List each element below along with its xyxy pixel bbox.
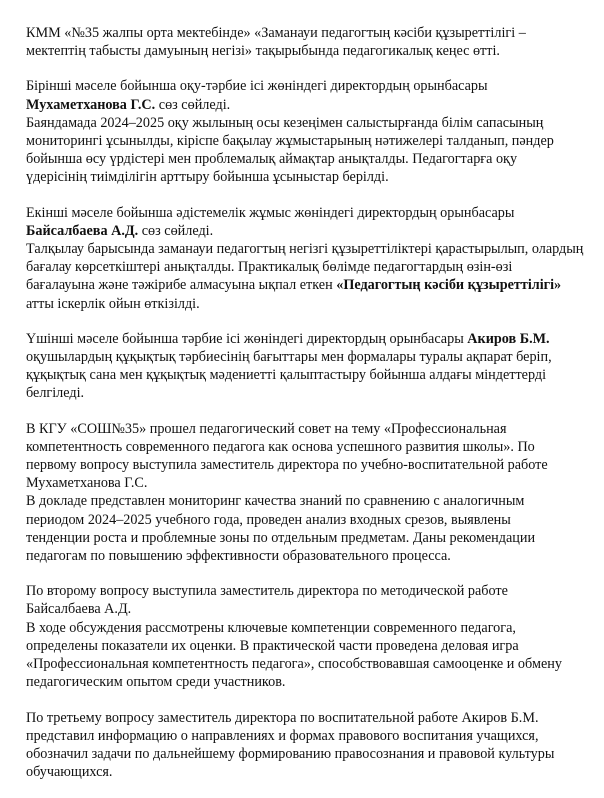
text-line: атты іскерлік ойын өткізілді. xyxy=(26,295,200,312)
text-fragment: Үшінші мәселе бойынша тәрбие ісі жөніндегі директордың орынбасары xyxy=(26,330,468,347)
speaker-suffix: сөз сөйледі. xyxy=(155,96,231,113)
text-line: мектептің табысты дамуының негізі» тақырыбында педагогикалық кеңес өтті. xyxy=(26,43,500,60)
text-line: первому вопросу выступила заместитель директора по учебно-воспитательной работе xyxy=(26,457,548,474)
speaker-name: Байсалбаева А.Д. xyxy=(26,222,139,239)
text-line: Екінші мәселе бойынша әдістемелік жұмыс жөніндегі директордың орынбасары xyxy=(26,204,515,221)
text-line: Талқылау барысында заманауи педагогтың негізгі құзыреттіліктері қарастырылып, олардың xyxy=(26,241,584,258)
text-line: үдерісінің тиімділігін арттыру бойынша ұсыныстар берілді. xyxy=(26,169,389,186)
kz-second-issue-paragraph xyxy=(26,204,604,313)
text-line xyxy=(26,330,604,348)
text-line: обучающихся. xyxy=(26,764,113,781)
text-line: бойынша өсу үрдістері мен проблемалық аймақтар анықталды. Педагогтарға оқу xyxy=(26,151,518,168)
kz-first-issue-paragraph xyxy=(26,77,604,186)
text-line: Байсалбаева А.Д. xyxy=(26,601,132,618)
game-title: «Педагогтың кәсіби құзыреттілігі» xyxy=(336,277,562,294)
text-fragment: бағалауына және тәжірибе алмасуына ықпал еткен xyxy=(26,277,337,294)
text-line: оқушылардың құқықтық тәрбиесінің бағыттары мен формалары туралы ақпарат беріп, xyxy=(26,349,552,366)
text-line: Баяндамада 2024–2025 оқу жылының осы кезеңімен салыстырғанда білім сапасының xyxy=(26,114,544,131)
text-line: представил информацию о направлениях и формах правового воспитания учащихся, xyxy=(26,727,539,744)
text-line: В докладе представлен мониторинг качества знаний по сравнению с аналогичным xyxy=(26,493,525,510)
speaker-suffix: сөз сөйледі. xyxy=(138,222,214,239)
ru-third-issue-paragraph xyxy=(26,709,604,782)
text-line xyxy=(26,96,604,114)
text-line: В КГУ «СОШ№35» прошел педагогический совет на тему «Профессиональная xyxy=(26,420,507,437)
text-line: педагогическим опытом среди участников. xyxy=(26,674,286,691)
text-line: мониторингі ұсынылды, кіріспе бақылау жұмыстарының нәтижелері талданып, пәндер xyxy=(26,133,554,150)
ru-intro-paragraph xyxy=(26,420,604,566)
document-page xyxy=(26,24,604,798)
text-line: белгіледі. xyxy=(26,385,85,402)
text-line: В ходе обсуждения рассмотрены ключевые компетенции современного педагога, xyxy=(26,619,516,636)
text-line: бағалау көрсеткіштері анықталды. Практикалық бөлімде педагогтардың өзін-өзі xyxy=(26,259,513,276)
text-line: определены показатели их оценки. В практической части проведена деловая игра xyxy=(26,637,519,654)
text-line: құқықтық сана мен құқықтық мәдениетті қалыптастыру бойынша алдағы міндеттерді xyxy=(26,367,547,384)
text-line xyxy=(26,276,604,294)
text-line: КММ «№35 жалпы орта мектебінде» «Заманауи педагогтың кәсіби құзыреттілігі – xyxy=(26,25,526,41)
text-line: компетентность современного педагога как основа успешного развития школы». По xyxy=(26,438,535,455)
text-line xyxy=(26,222,604,240)
text-line: обозначил задачи по дальнейшему формированию правосознания и правовой культуры xyxy=(26,745,555,762)
text-line: По третьему вопросу заместитель директора по воспитательной работе Акиров Б.М. xyxy=(26,709,539,726)
ru-second-issue-paragraph xyxy=(26,582,604,691)
kz-intro-paragraph xyxy=(26,24,604,60)
text-line: тенденции роста и проблемные зоны по отдельным предметам. Даны рекомендации xyxy=(26,529,536,546)
text-line: По второму вопросу выступила заместитель директора по методической работе xyxy=(26,583,508,600)
text-line: периодом 2024–2025 учебного года, проведен анализ входных срезов, выявлены xyxy=(26,511,511,528)
speaker-name: Мухаметханова Г.С. xyxy=(26,96,156,113)
text-line: «Профессиональная компетентность педагога», способствовавшая самооценке и обмену xyxy=(26,656,562,673)
speaker-name: Акиров Б.М. xyxy=(467,330,550,347)
text-line: Мухаметханова Г.С. xyxy=(26,475,148,492)
text-line: педагогам по повышению эффективности образовательного процесса. xyxy=(26,548,451,565)
kz-third-issue-paragraph xyxy=(26,330,604,403)
text-line: Бірінші мәселе бойынша оқу-тәрбие ісі жөніндегі директордың орынбасары xyxy=(26,78,488,95)
